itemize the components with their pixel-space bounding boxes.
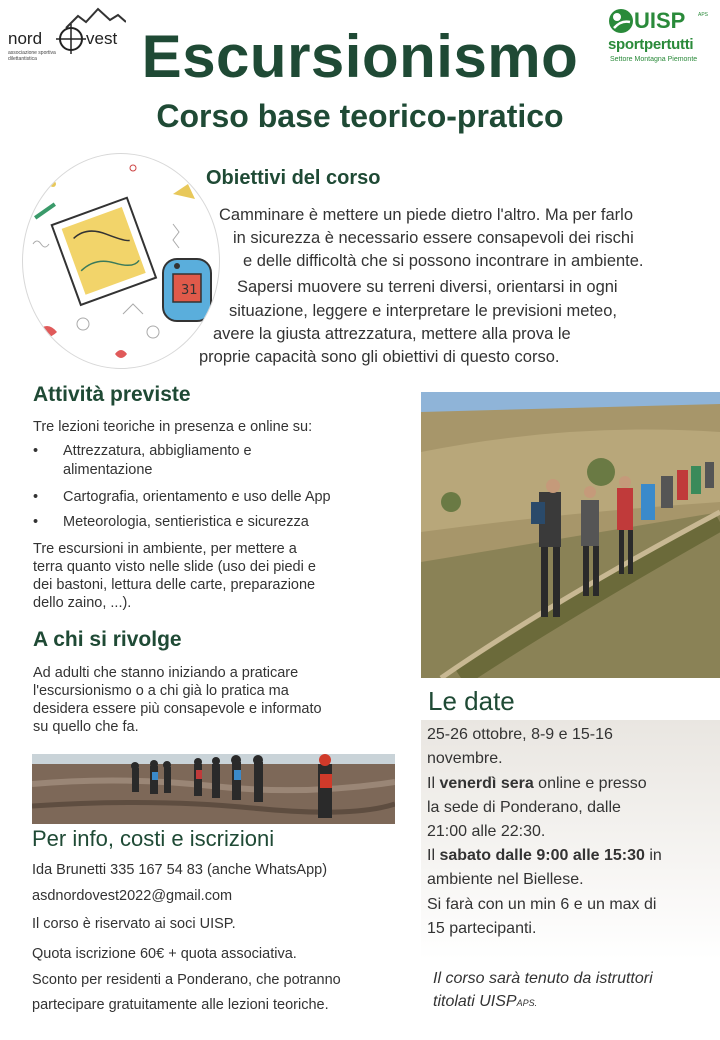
activities-heading: Attività previste	[33, 383, 191, 406]
uisp-tm: APS	[698, 12, 709, 18]
objectives-line: Sapersi muovere su terreni diversi, orientarsi in ogni	[237, 278, 618, 296]
participants-line: Si farà con un min 6 e un max di	[427, 896, 657, 913]
uisp-tagline: sportpertutti	[608, 36, 694, 53]
bullet-dot: •	[33, 489, 39, 505]
dates-line: 25-26 ottobre, 8-9 e 15-16	[427, 726, 613, 743]
page-subtitle: Corso base teorico-pratico	[156, 98, 564, 134]
list-item: • Attrezzatura, abbigliamento e alimentazione	[33, 443, 252, 478]
participants-line: 15 partecipanti.	[427, 920, 537, 937]
bullet-dot: •	[33, 443, 39, 459]
hikers-field-picture	[32, 754, 395, 824]
objectives-line: avere la giusta attrezzatura, mettere alla prova le	[213, 325, 571, 343]
dates-heading: Le date	[428, 686, 515, 716]
objectives-line: Camminare è mettere un piede dietro l'altro. Ma per farlo	[219, 206, 634, 224]
map-backpack-illustration	[23, 154, 219, 368]
friday-line: Il venerdì sera online e presso	[427, 775, 647, 792]
uisp-brand: UISP	[634, 8, 686, 33]
audience-heading: A chi si rivolge	[33, 628, 182, 651]
saturday-line: Il sabato dalle 9:00 alle 15:30 in	[427, 847, 662, 864]
objectives-line: in sicurezza è necessario essere consapevoli dei rischi	[233, 229, 634, 247]
friday-line: la sede di Ponderano, dalle	[427, 799, 621, 816]
contact-line: Ida Brunetti 335 167 54 83 (anche WhatsApp)	[32, 862, 328, 878]
friday-line: 21:00 alle 22:30.	[427, 823, 546, 840]
objectives-line: proprie capacità sono gli obiettivi di questo corso.	[199, 348, 560, 366]
discount-line: partecipare gratuitamente alle lezioni teoriche.	[32, 997, 329, 1013]
info-heading: Per info, costi e iscrizioni	[32, 826, 275, 851]
logo-word-right: vest	[86, 29, 118, 48]
audience-text: Ad adulti che stanno iniziando a praticare l'escursionismo o a chi già lo pratica ma desidera essere più consapevole e informato su quello che fa.	[33, 665, 322, 735]
bullet-dot: •	[33, 514, 39, 530]
course-illustration	[22, 153, 220, 369]
fee-line: Quota iscrizione 60€ + quota associativa.	[32, 946, 297, 962]
dates-line: novembre.	[427, 750, 503, 767]
activities-outro: Tre escursioni in ambiente, per mettere a terra quanto visto nelle slide (uso dei piedi e dei bastoni, lettura delle carte, preparazione dello zaino, ...).	[33, 541, 316, 611]
activities-intro: Tre lezioni teoriche in presenza e online su:	[33, 419, 313, 435]
uisp-sector: Settore Montagna Piemonte	[610, 56, 698, 63]
saturday-line: ambiente nel Biellese.	[427, 871, 584, 888]
list-item: • Meteorologia, sentieristica e sicurezza	[33, 514, 309, 530]
logo-word-left: nord	[8, 29, 43, 48]
list-item: • Cartografia, orientamento e uso delle App	[33, 489, 331, 505]
objectives-line: situazione, leggere e interpretare le previsioni meteo,	[229, 302, 617, 320]
svg-text:31: 31	[181, 283, 198, 298]
discount-line: Sconto per residenti a Ponderano, che potranno	[32, 972, 341, 988]
page-title: Escursionismo	[141, 23, 579, 90]
aps-suffix: APS.	[516, 998, 538, 1008]
objectives-heading: Obiettivi del corso	[206, 167, 381, 189]
instructors-note: Il corso sarà tenuto da istruttori titolati UISPAPS.	[433, 970, 653, 1010]
hikers-hill-photo	[421, 392, 720, 678]
email-link[interactable]: asdnordovest2022@gmail.com	[32, 888, 233, 904]
hikers-hill-picture	[421, 392, 720, 678]
objectives-line: e delle difficoltà che si possono incontrare in ambiente.	[243, 252, 644, 270]
members-note: Il corso è riservato ai soci UISP.	[32, 916, 236, 932]
logo-subtitle: associazione sportiva dilettantistica	[8, 50, 56, 62]
hikers-field-photo	[32, 754, 395, 824]
